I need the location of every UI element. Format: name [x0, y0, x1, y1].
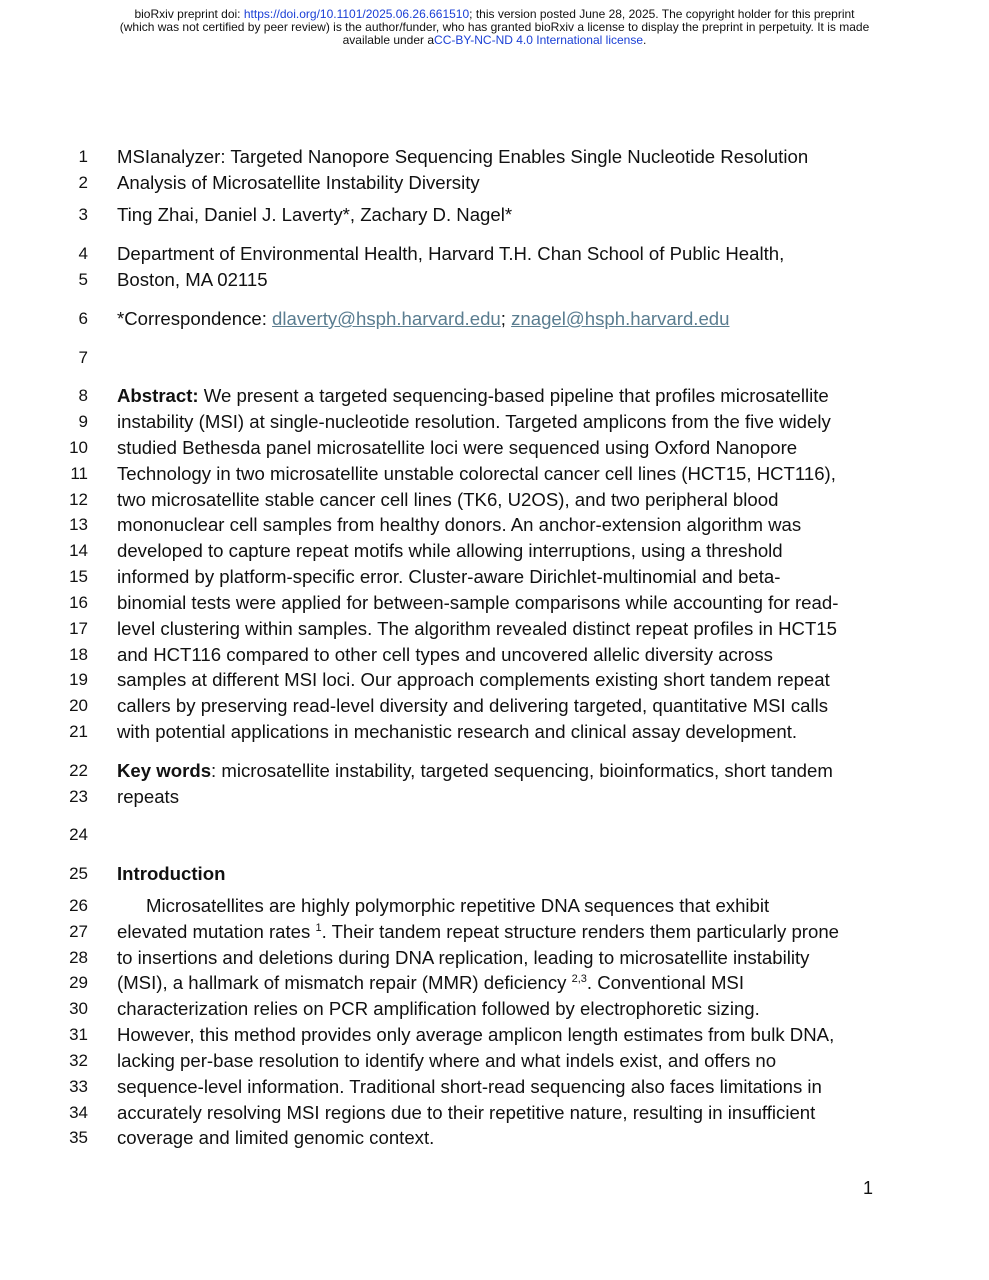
intro-line: elevated mutation rates $^1$. Their tandem repeat structure renders them particularly prone	[117, 921, 840, 942]
abstract-line: studied Bethesda panel microsatellite loci were sequenced using Oxford Nanopore	[117, 437, 798, 458]
line-number: 10	[69, 438, 88, 457]
doi-link[interactable]: https://doi.org/10.1101/2025.06.26.661510	[243, 7, 470, 21]
license-link[interactable]: CC-BY-NC-ND 4.0 International license	[434, 33, 644, 47]
abstract-line: with potential applications in mechanistic research and clinical assay development.	[117, 721, 798, 742]
keywords-line-1: Key words: microsatellite instability, targeted sequencing, bioinformatics, short tandem	[117, 760, 833, 781]
abstract-line: and HCT116 compared to other cell types and uncovered allelic diversity across	[117, 644, 773, 665]
abstract-line: level clustering within samples. The algorithm revealed distinct repeat profiles in HCT15	[117, 618, 837, 639]
line-35	[0, 1125, 989, 1151]
title-line-2: Analysis of Microsatellite Instability Diversity	[117, 172, 480, 193]
line-4	[0, 241, 989, 267]
line-number: 34	[69, 1103, 88, 1122]
line-2	[0, 170, 989, 196]
line-12	[0, 487, 989, 513]
line-number: 31	[69, 1025, 88, 1044]
line-9	[0, 409, 989, 435]
citation-ref[interactable]: 1	[315, 922, 322, 934]
affiliation-line-2: Boston, MA 02115	[117, 269, 268, 290]
line-number: 18	[69, 645, 88, 664]
abstract-line: callers by preserving read-level diversity and delivering targeted, quantitative MSI calls	[117, 695, 829, 716]
intro-line: characterization relies on PCR amplification followed by electrophoretic sizing.	[117, 998, 760, 1019]
correspondence: *Correspondence: dlaverty@hsph.harvard.edu; znagel@hsph.harvard.edu	[117, 308, 730, 329]
line-number: 2	[78, 173, 88, 192]
keywords-line-2: repeats	[117, 786, 180, 807]
abstract-label: Abstract:	[117, 385, 199, 406]
line-number: 20	[69, 696, 88, 715]
email-link-laverty[interactable]: dlaverty@hsph.harvard.edu	[272, 308, 501, 329]
line-21	[0, 719, 989, 745]
intro-line: sequence-level information. Traditional short-read sequencing also faces limitations in	[117, 1076, 822, 1097]
line-16	[0, 590, 989, 616]
line-1	[0, 144, 989, 170]
preprint-header	[0, 8, 989, 47]
correspondence-label: *Correspondence:	[117, 308, 273, 329]
line-22	[0, 758, 989, 784]
line-8	[0, 383, 989, 409]
line-27	[0, 919, 989, 945]
line-19	[0, 667, 989, 693]
line-number: 12	[69, 490, 88, 509]
line-number: 17	[69, 619, 88, 638]
line-29	[0, 970, 989, 996]
intro-line: (MSI), a hallmark of mismatch repair (MMR) deficiency $^{2,3}$. Conventional MSI	[117, 972, 744, 993]
line-30	[0, 996, 989, 1022]
title-line-1: MSIanalyzer: Targeted Nanopore Sequencing Enables Single Nucleotide Resolution	[117, 146, 809, 167]
line-number: 35	[69, 1128, 88, 1147]
line-24	[0, 822, 989, 848]
line-number: 9	[78, 412, 88, 431]
line-6	[0, 306, 989, 332]
abstract-line: informed by platform-specific error. Cluster-aware Dirichlet-multinomial and beta-	[117, 566, 781, 587]
line-number: 6	[78, 309, 88, 328]
intro-line: accurately resolving MSI regions due to their repetitive nature, resulting in insufficient	[117, 1102, 816, 1123]
line-number: 15	[69, 567, 88, 586]
line-11	[0, 461, 989, 487]
citation-ref[interactable]: 2,3	[571, 973, 587, 985]
line-10	[0, 435, 989, 461]
header-line-1: bioRxiv preprint doi: https://doi.org/10.1101/2025.06.26.661510; this version posted June 28, 2025. The copyright holder for this preprint	[134, 7, 855, 21]
line-17	[0, 616, 989, 642]
abstract-line: Technology in two microsatellite unstable colorectal cancer cell lines (HCT15, HCT116),	[117, 463, 836, 484]
line-number: 23	[69, 787, 88, 806]
line-15	[0, 564, 989, 590]
line-20	[0, 693, 989, 719]
line-number: 19	[69, 670, 88, 689]
line-3	[0, 202, 989, 228]
abstract-line: instability (MSI) at single-nucleotide resolution. Targeted amplicons from the five widely	[117, 411, 831, 432]
line-5	[0, 267, 989, 293]
intro-line: to insertions and deletions during DNA replication, leading to microsatellite instability	[117, 947, 810, 968]
line-18	[0, 642, 989, 668]
intro-line: Microsatellites are highly polymorphic repetitive DNA sequences that exhibit	[146, 895, 770, 916]
abstract-line: developed to capture repeat motifs while allowing interruptions, using a threshold	[117, 540, 783, 561]
line-31	[0, 1022, 989, 1048]
abstract-line: Abstract: We present a targeted sequencing-based pipeline that profiles microsatellite	[117, 385, 829, 406]
line-number: 22	[69, 761, 88, 780]
header-line-3: available under aCC-BY-NC-ND 4.0 International license.	[342, 33, 647, 47]
line-26	[0, 893, 989, 919]
line-number: 4	[78, 244, 88, 263]
line-14	[0, 538, 989, 564]
line-number: 21	[69, 722, 88, 741]
abstract-line: two microsatellite stable cancer cell lines (TK6, U2OS), and two peripheral blood	[117, 489, 779, 510]
line-number: 11	[70, 464, 88, 483]
line-number: 25	[69, 864, 88, 883]
authors: Ting Zhai, Daniel J. Laverty*, Zachary D. Nagel*	[117, 204, 513, 225]
intro-line: coverage and limited genomic context.	[117, 1127, 435, 1148]
line-32	[0, 1048, 989, 1074]
line-number: 32	[69, 1051, 88, 1070]
line-number: 8	[78, 386, 88, 405]
keywords-label: Key words	[117, 760, 212, 781]
email-link-nagel[interactable]: znagel@hsph.harvard.edu	[511, 308, 730, 329]
line-number: 30	[69, 999, 88, 1018]
intro-line: lacking per-base resolution to identify where and what indels exist, and offers no	[117, 1050, 777, 1071]
line-number: 7	[78, 348, 88, 367]
line-number: 26	[69, 896, 88, 915]
section-heading: Introduction	[117, 863, 226, 884]
page-number: 1	[862, 1178, 873, 1198]
line-33	[0, 1074, 989, 1100]
abstract-line: samples at different MSI loci. Our approach complements existing short tandem repeat	[117, 669, 830, 690]
intro-line: However, this method provides only average amplicon length estimates from bulk DNA,	[117, 1024, 835, 1045]
abstract-line: mononuclear cell samples from healthy donors. An anchor-extension algorithm was	[117, 514, 802, 535]
line-number: 1	[78, 147, 88, 166]
line-number: 33	[69, 1077, 88, 1096]
line-25	[0, 861, 989, 887]
line-34	[0, 1100, 989, 1126]
line-number: 29	[69, 973, 88, 992]
affiliation-line-1: Department of Environmental Health, Harvard T.H. Chan School of Public Health,	[117, 243, 785, 264]
line-number: 13	[69, 515, 88, 534]
line-number: 14	[69, 541, 88, 560]
line-28	[0, 945, 989, 971]
line-23	[0, 784, 989, 810]
line-13	[0, 512, 989, 538]
line-number: 27	[69, 922, 88, 941]
line-number: 3	[78, 205, 88, 224]
line-number: 16	[69, 593, 88, 612]
abstract-line: binomial tests were applied for between-sample comparisons while accounting for read-	[117, 592, 839, 613]
line-number: 28	[69, 948, 88, 967]
line-7	[0, 345, 989, 371]
header-line-2: (which was not certified by peer review) is the author/funder, who has granted bioRxiv a license to display the preprint in perpetuity. It is made	[119, 20, 870, 34]
line-number: 24	[69, 825, 88, 844]
line-number: 5	[78, 270, 88, 289]
